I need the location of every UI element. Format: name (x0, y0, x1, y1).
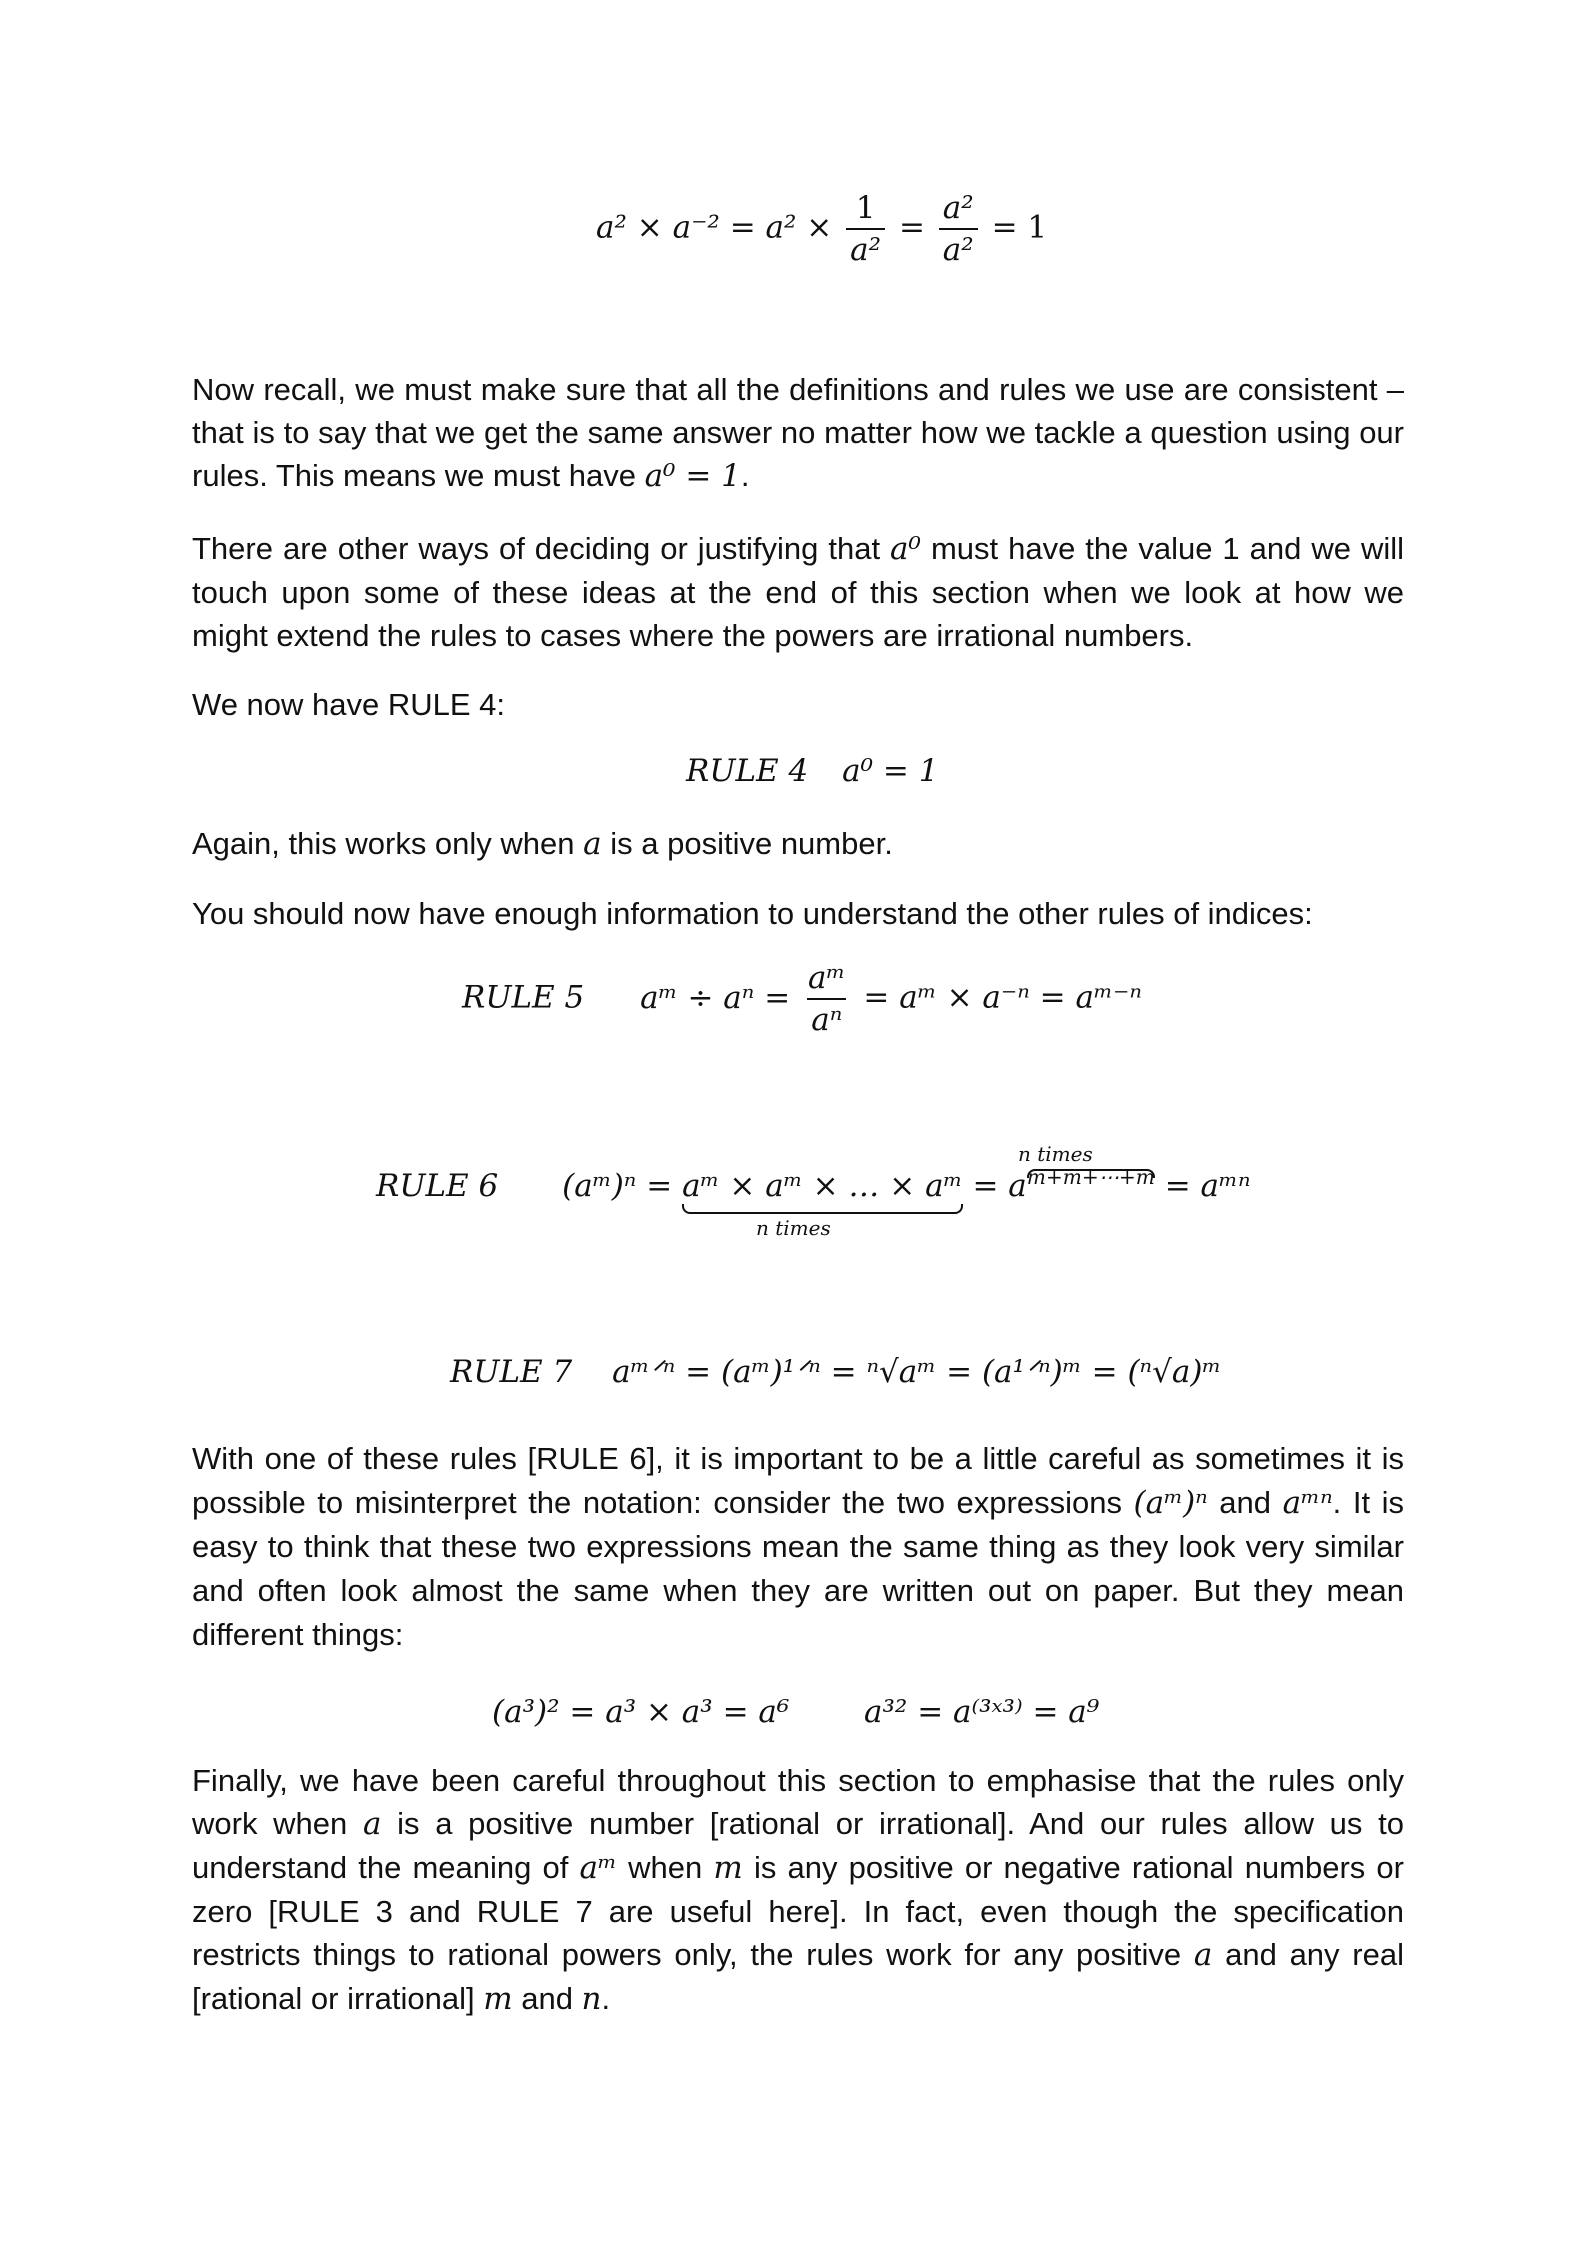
rule-5-fraction: $\frac{\text{aᵐ}}{\text{aⁿ}}$ (808, 960, 846, 1038)
inline-math: a⁰ = 1 (644, 458, 741, 494)
rule-4-expression: a⁰ = 1 (842, 753, 939, 789)
rule-5-label: RULE 5 (462, 979, 585, 1016)
rule-6-lhs: (aᵐ)ⁿ = (562, 1168, 673, 1204)
rule-7-label: RULE 7 (450, 1354, 573, 1390)
paragraph-consistency: Now recall, we must make sure that all the definitions and rules we use are consistent – that is to say that we get the same answer no matter how we tackle a question using our rules. This means we must have a⁰ = 1. (192, 372, 1404, 494)
rule-6-over-label: n times (1018, 1142, 1093, 1166)
fraction-one-over-a-squared: $\frac{1}{\text{a²}}$ (846, 190, 885, 268)
paragraph-misinterpret: With one of these rules [RULE 6], it is important to be a little careful as sometimes it is possible to misinterpret the notation: consider the two expressions (aᵐ)ⁿ and aᵐⁿ. It is easy to think that these two expressions mean the same thing as they look very similar and often look almost the same when they are written out on paper. But they mean different things: (192, 1441, 1404, 1652)
rule-6-rhs: = aᵐⁿ (1164, 1168, 1251, 1204)
rule-5-lhs: aᵐ ÷ aⁿ = (640, 979, 791, 1016)
rule-6-mid: = a (972, 1168, 1027, 1204)
top-equation: a² × a⁻² = a² × $\frac{1}{\text{a²}}$ = $\frac{\text{a²}}{\text{a²}}$ = 1 (596, 190, 1048, 268)
rule-6-product-underbrace: aᵐ × aᵐ × … × aᵐ (682, 1168, 963, 1204)
top-equation-rhs: = 1 (991, 209, 1048, 246)
fraction-a-squared-over-a-squared: $\frac{\text{a²}}{\text{a²}}$ (939, 190, 978, 268)
inline-math: a⁰ (890, 531, 921, 567)
rule-7 (450, 1354, 1221, 1390)
paragraph-other-rules-intro: You should now have enough information to understand the other rules of indices: (192, 896, 1313, 931)
top-equation-lhs: a² × a⁻² = a² × (596, 209, 833, 246)
example-one: (a³)² = a³ × a³ = a⁶ (492, 1694, 790, 1730)
paragraph-finally: Finally, we have been careful throughout this section to emphasise that the rules only work when a is a positive number [rational or irrational]. And our rules allow us to understand the meaning of aᵐ when m is any positive or negative rational numbers or zero [RULE 3 and RULE 7 are useful here]. In fact, even though the specification restricts things to rational powers only, the rules work for any positive a and any real [rational or irrational] m and n. (192, 1763, 1405, 2017)
rule-6-label: RULE 6 (376, 1168, 499, 1204)
rule-4-label: RULE 4 (686, 753, 809, 789)
paragraph-other-ways: There are other ways of deciding or justifying that a⁰ must have the value 1 and we will touch upon some of these ideas at the end of this section when we look at how we might extend the rules to cases where the powers are irrational numbers. (192, 531, 1404, 653)
rule-5-rhs: = aᵐ × a⁻ⁿ = aᵐ⁻ⁿ (863, 979, 1142, 1016)
rule-5 (462, 960, 1142, 1038)
rule-6: RULE 6 (aᵐ)ⁿ = aᵐ × aᵐ × … × aᵐ = $a^{m+m+\cdots+m}$ = aᵐⁿ (376, 1164, 1251, 1204)
paragraph-positive-number: Again, this works only when a is a positive number. (192, 826, 893, 862)
paragraph-rule4-intro: We now have RULE 4: (192, 687, 506, 722)
rule-7-expression: aᵐᐟⁿ = (aᵐ)¹ᐟⁿ = ⁿ√aᵐ = (a¹ᐟⁿ)ᵐ = (ⁿ√a)ᵐ (612, 1354, 1222, 1390)
rule-6-under-label: n times (756, 1216, 831, 1240)
rule-4 (686, 753, 938, 789)
example-two: a³² = a⁽³ˣ³⁾ = a⁹ (864, 1694, 1100, 1730)
